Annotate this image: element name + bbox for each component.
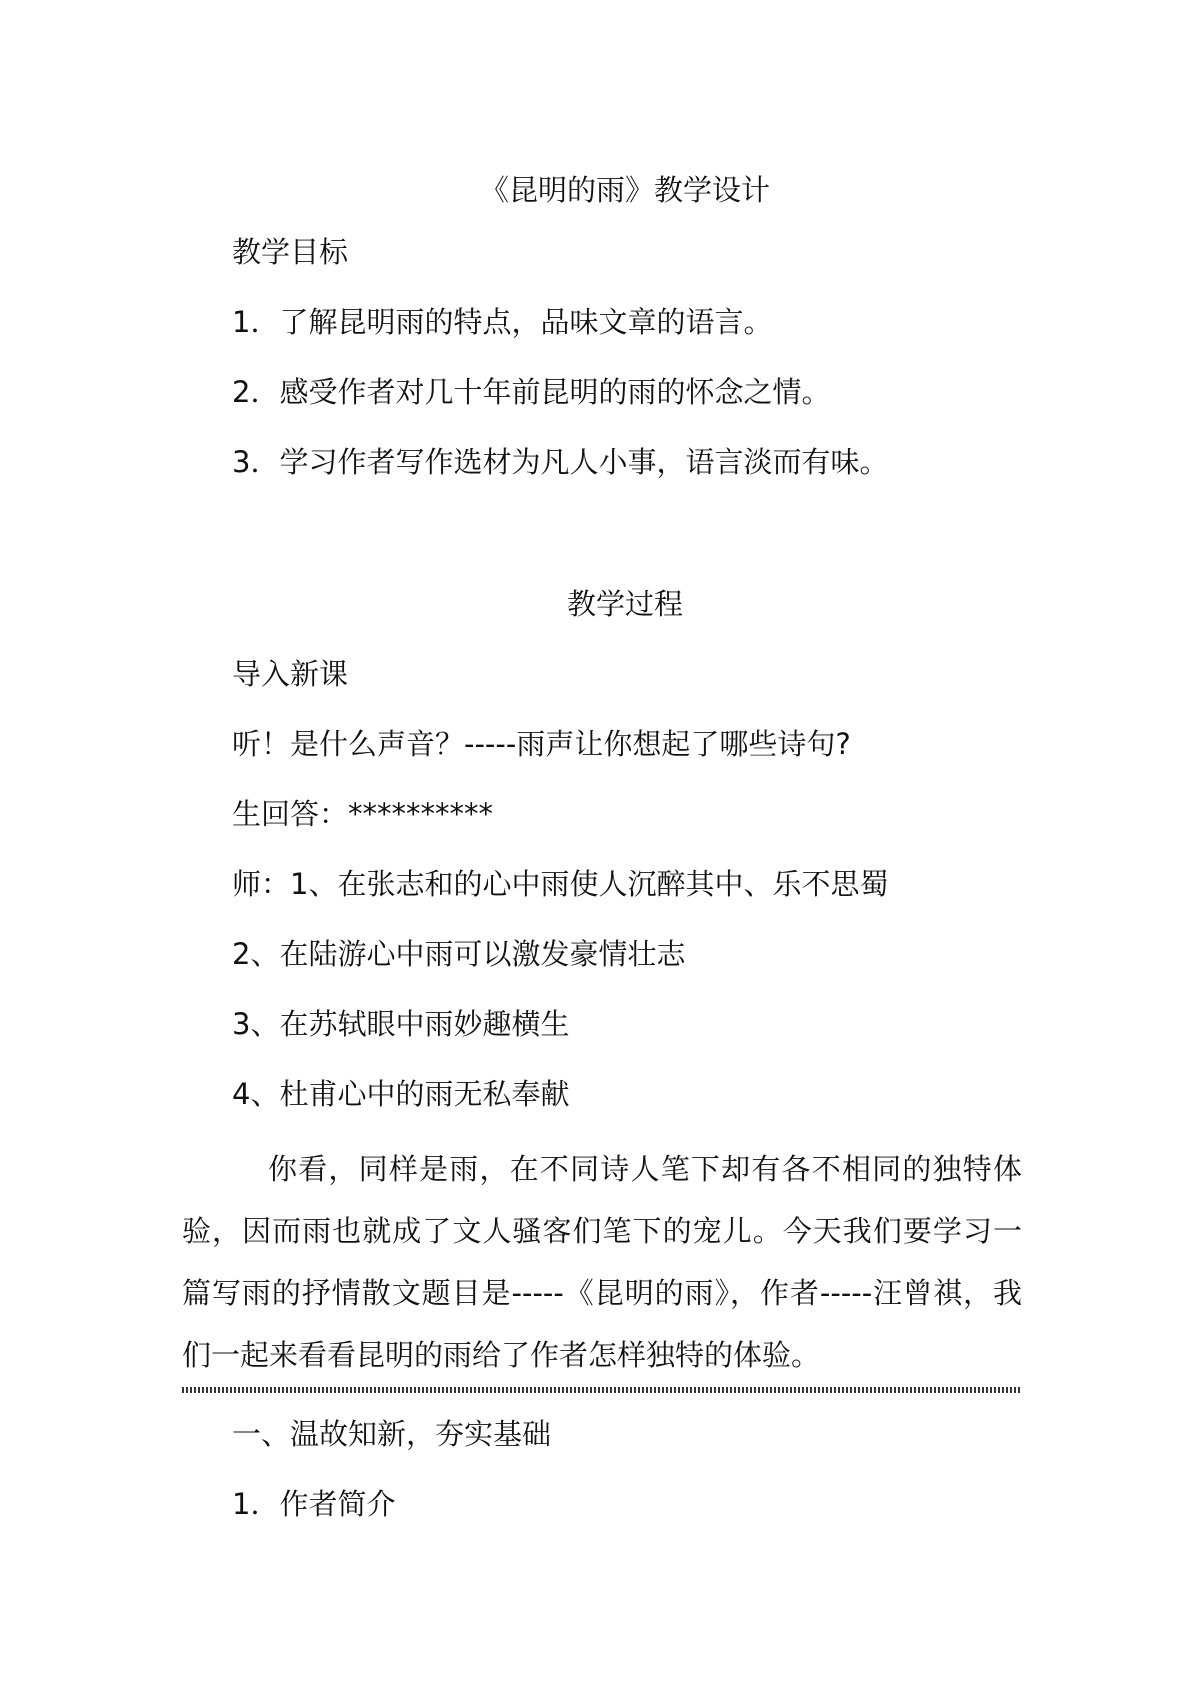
process-heading: 教学过程 (566, 587, 683, 621)
goals-heading: 教学目标 (232, 235, 349, 269)
intro-line: 4、杜甫心中的雨无私奉献 (232, 1077, 570, 1111)
intro-paragraph: 你看，同样是雨，在不同诗人笔下却有各不相同的独特体验，因而雨也就成了文人骚客们笔下的宠儿。今天我们要学习一篇写雨的抒情散文题目是-----《昆明的雨》，作者-----汪曾祺，我们一起来看看昆明的雨给了作者怎样独特的体验。 (182, 1152, 1022, 1372)
intro-line: 听！是什么声音？-----雨声让你想起了哪些诗句? (232, 727, 851, 761)
intro-line: 3、在苏轼眼中雨妙趣横生 (232, 1007, 570, 1041)
section1-heading: 一、温故知新，夯实基础 (232, 1417, 552, 1451)
section-divider (182, 1387, 1022, 1393)
section1-item: 1．作者简介 (232, 1487, 396, 1521)
goal-item: 1．了解昆明雨的特点，品味文章的语言。 (232, 305, 773, 339)
document-title: 《昆明的雨》教学设计 (479, 173, 770, 207)
goal-item: 3．学习作者写作选材为凡人小事，语言淡而有味。 (232, 445, 889, 479)
intro-line: 生回答：********** (232, 797, 494, 831)
intro-heading: 导入新课 (232, 657, 349, 691)
intro-line: 师：1、在张志和的心中雨使人沉醉其中、乐不思蜀 (232, 867, 889, 901)
goal-item: 2．感受作者对几十年前昆明的雨的怀念之情。 (232, 375, 831, 409)
intro-line: 2、在陆游心中雨可以激发豪情壮志 (232, 937, 686, 971)
